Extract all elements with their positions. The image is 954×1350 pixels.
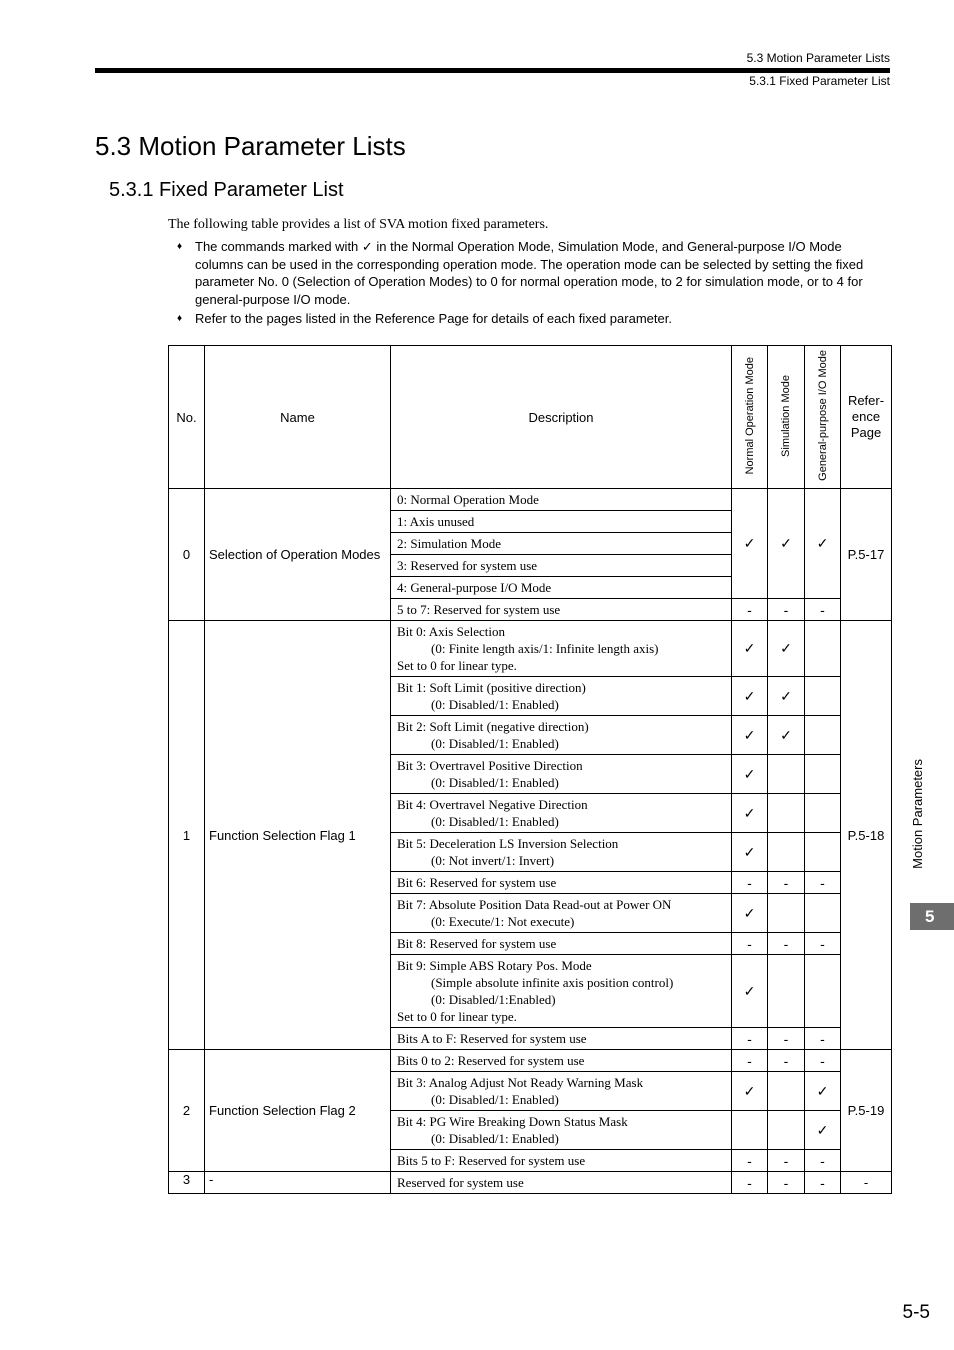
normal-mode-dash: - [732, 1028, 768, 1050]
param-description: Bit 7: Absolute Position Data Read-out at Power ON (0: Execute/1: Not execute) [391, 894, 732, 933]
gpio-mode-cell [805, 621, 841, 677]
note-text: Refer to the pages listed in the Reference Page for details of each fixed parameter. [195, 311, 672, 326]
param-description: Bit 2: Soft Limit (negative direction) (0: Disabled/1: Enabled) [391, 716, 732, 755]
normal-mode-dash: - [732, 1150, 768, 1172]
simulation-mode-dash: - [768, 1150, 805, 1172]
gpio-mode-cell [805, 955, 841, 1028]
simulation-mode-cell [768, 955, 805, 1028]
gpio-mode-dash: - [805, 1028, 841, 1050]
col-header-description: Description [391, 346, 732, 489]
param-description: Bit 4: Overtravel Negative Direction (0: Disabled/1: Enabled) [391, 794, 732, 833]
normal-mode-cell [732, 1111, 768, 1150]
normal-mode-dash: - [732, 1050, 768, 1072]
param-description: Bit 9: Simple ABS Rotary Pos. Mode (Simple absolute infinite axis position control) (0: Disabled/1:Enabled) Set to 0 for linear type. [391, 955, 732, 1028]
gpio-mode-dash: - [805, 933, 841, 955]
normal-mode-check: ✓ [732, 716, 768, 755]
simulation-mode-check: ✓ [768, 621, 805, 677]
page-title: 5.3 Motion Parameter Lists [95, 131, 406, 161]
diamond-bullet-icon: ♦ [177, 241, 183, 252]
simulation-mode-cell [768, 1111, 805, 1150]
simulation-mode-check: ✓ [768, 677, 805, 716]
simulation-mode-check: ✓ [768, 489, 805, 599]
simulation-mode-cell [768, 833, 805, 872]
col-header-simulation-mode: Simulation Mode [768, 346, 805, 489]
reference-page: P.5-18 [841, 621, 892, 1050]
param-name: - [205, 1172, 391, 1194]
gpio-mode-dash: - [805, 1050, 841, 1072]
normal-mode-dash: - [732, 933, 768, 955]
param-description: 5 to 7: Reserved for system use [391, 599, 732, 621]
header-section: 5.3 Motion Parameter Lists [746, 51, 890, 65]
param-no: 2 [169, 1050, 205, 1172]
table-row [169, 489, 892, 511]
normal-mode-check: ✓ [732, 677, 768, 716]
table-row [169, 1050, 892, 1072]
note-list [177, 238, 891, 330]
normal-mode-check: ✓ [732, 894, 768, 933]
fixed-parameter-table [168, 345, 892, 1194]
gpio-mode-cell [805, 677, 841, 716]
gpio-mode-dash: - [805, 1172, 841, 1194]
simulation-mode-cell [768, 894, 805, 933]
normal-mode-check: ✓ [732, 755, 768, 794]
param-description: Bit 0: Axis Selection (0: Finite length axis/1: Infinite length axis) Set to 0 for linear type. [391, 621, 732, 677]
normal-mode-check: ✓ [732, 489, 768, 599]
reference-page: P.5-19 [841, 1050, 892, 1172]
gpio-mode-check: ✓ [805, 1072, 841, 1111]
side-tab-label: Motion Parameters [910, 759, 925, 869]
header-row [169, 346, 892, 489]
table-row [169, 621, 892, 677]
normal-mode-dash: - [732, 872, 768, 894]
simulation-mode-dash: - [768, 872, 805, 894]
gpio-mode-cell [805, 716, 841, 755]
diamond-bullet-icon: ♦ [177, 313, 183, 324]
param-description: Reserved for system use [391, 1172, 732, 1194]
param-name: Function Selection Flag 1 [205, 621, 391, 1050]
param-description: Bit 4: PG Wire Breaking Down Status Mask (0: Disabled/1: Enabled) [391, 1111, 732, 1150]
param-description: Bit 3: Analog Adjust Not Ready Warning Mask (0: Disabled/1: Enabled) [391, 1072, 732, 1111]
intro-text: The following table provides a list of SVA motion fixed parameters. [168, 217, 549, 232]
simulation-mode-dash: - [768, 1050, 805, 1072]
col-header-reference-page: Refer-ence Page [841, 346, 892, 489]
normal-mode-check: ✓ [732, 955, 768, 1028]
param-description: Bit 6: Reserved for system use [391, 872, 732, 894]
col-header-no: No. [169, 346, 205, 489]
param-description: Bit 8: Reserved for system use [391, 933, 732, 955]
param-description: Bits 0 to 2: Reserved for system use [391, 1050, 732, 1072]
note-text: The commands marked with ✓ in the Normal Operation Mode, Simulation Mode, and General-purpose I/O Mode columns can be used in the corresponding operation mode. The operation mode can be selected by setting the fixed parameter No. 0 (Selection of Operation Modes) to 0 for normal operation mode, to 2 for simulation mode, or to 4 for general-purpose I/O mode. [195, 239, 864, 307]
gpio-mode-cell [805, 833, 841, 872]
simulation-mode-check: ✓ [768, 716, 805, 755]
param-description: Bits 5 to F: Reserved for system use [391, 1150, 732, 1172]
gpio-mode-check: ✓ [805, 1111, 841, 1150]
normal-mode-check: ✓ [732, 794, 768, 833]
gpio-mode-check: ✓ [805, 489, 841, 599]
note-item [177, 238, 891, 308]
normal-mode-check: ✓ [732, 833, 768, 872]
simulation-mode-cell [768, 794, 805, 833]
normal-mode-check: ✓ [732, 621, 768, 677]
param-description: 4: General-purpose I/O Mode [391, 577, 732, 599]
col-header-normal-mode: Normal Operation Mode [732, 346, 768, 489]
param-description: 1: Axis unused [391, 511, 732, 533]
table-row [169, 1172, 892, 1194]
section-title: 5.3.1 Fixed Parameter List [109, 179, 344, 201]
param-description: 0: Normal Operation Mode [391, 489, 732, 511]
simulation-mode-dash: - [768, 1028, 805, 1050]
col-header-gpio-mode: General-purpose I/O Mode [805, 346, 841, 489]
header-rule [95, 68, 890, 73]
param-name: Selection of Operation Modes [205, 489, 391, 621]
simulation-mode-dash: - [768, 599, 805, 621]
simulation-mode-cell [768, 1072, 805, 1111]
chapter-tab: 5 [910, 903, 954, 930]
normal-mode-dash: - [732, 599, 768, 621]
param-description: Bit 1: Soft Limit (positive direction) (0: Disabled/1: Enabled) [391, 677, 732, 716]
param-no: 3 [169, 1172, 205, 1194]
page-number: 5-5 [902, 1302, 930, 1323]
reference-page: - [841, 1172, 892, 1194]
simulation-mode-cell [768, 755, 805, 794]
col-header-name: Name [205, 346, 391, 489]
param-name: Function Selection Flag 2 [205, 1050, 391, 1172]
gpio-mode-dash: - [805, 599, 841, 621]
param-no: 0 [169, 489, 205, 621]
param-description: 2: Simulation Mode [391, 533, 732, 555]
gpio-mode-dash: - [805, 872, 841, 894]
gpio-mode-cell [805, 794, 841, 833]
reference-page: P.5-17 [841, 489, 892, 621]
normal-mode-check: ✓ [732, 1072, 768, 1111]
gpio-mode-cell [805, 894, 841, 933]
simulation-mode-dash: - [768, 1172, 805, 1194]
header-subsection: 5.3.1 Fixed Parameter List [749, 74, 890, 88]
note-item [177, 310, 891, 328]
param-description: 3: Reserved for system use [391, 555, 732, 577]
gpio-mode-dash: - [805, 1150, 841, 1172]
param-no: 1 [169, 621, 205, 1050]
param-description: Bit 5: Deceleration LS Inversion Selection (0: Not invert/1: Invert) [391, 833, 732, 872]
gpio-mode-cell [805, 755, 841, 794]
param-description: Bit 3: Overtravel Positive Direction (0: Disabled/1: Enabled) [391, 755, 732, 794]
param-description: Bits A to F: Reserved for system use [391, 1028, 732, 1050]
simulation-mode-dash: - [768, 933, 805, 955]
normal-mode-dash: - [732, 1172, 768, 1194]
